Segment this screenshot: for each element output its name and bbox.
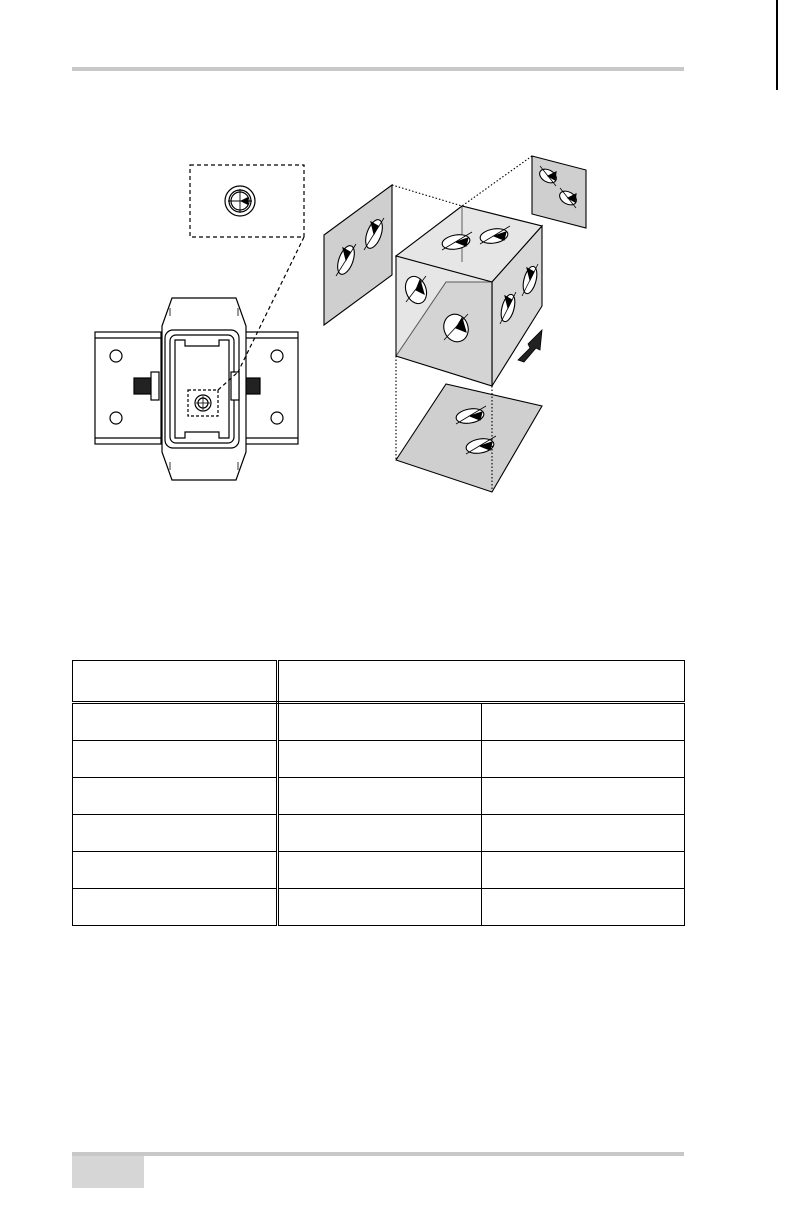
table-cell — [481, 741, 685, 778]
table-header-cell — [73, 661, 278, 703]
table-row — [73, 741, 685, 778]
table-header-row — [73, 661, 685, 703]
table-row — [73, 815, 685, 852]
table-cell — [481, 815, 685, 852]
table-cell — [73, 815, 278, 852]
table-cell — [73, 703, 278, 741]
table-cell — [481, 889, 685, 926]
page-number-tab — [72, 1156, 144, 1188]
table-cell — [278, 852, 482, 889]
sensor-mount-icon — [95, 298, 298, 480]
table-cell — [278, 778, 482, 815]
level-vial-figure — [90, 150, 590, 500]
table-cell — [481, 852, 685, 889]
spec-table — [72, 660, 685, 926]
header-rule — [72, 67, 684, 71]
table-row — [73, 852, 685, 889]
table-cell — [73, 741, 278, 778]
table-cell — [73, 778, 278, 815]
table-cell — [73, 852, 278, 889]
table-row — [73, 703, 685, 741]
table-cell — [278, 815, 482, 852]
table-header-cell — [278, 661, 685, 703]
table-cell — [481, 778, 685, 815]
table-cell — [278, 741, 482, 778]
table-cell — [481, 703, 685, 741]
table-row — [73, 889, 685, 926]
projection-cube-icon — [324, 156, 586, 492]
trim-mark — [776, 0, 778, 90]
table-row — [73, 778, 685, 815]
table-cell — [73, 889, 278, 926]
table-cell — [278, 889, 482, 926]
footer-rule — [72, 1152, 684, 1156]
table-cell — [278, 703, 482, 741]
